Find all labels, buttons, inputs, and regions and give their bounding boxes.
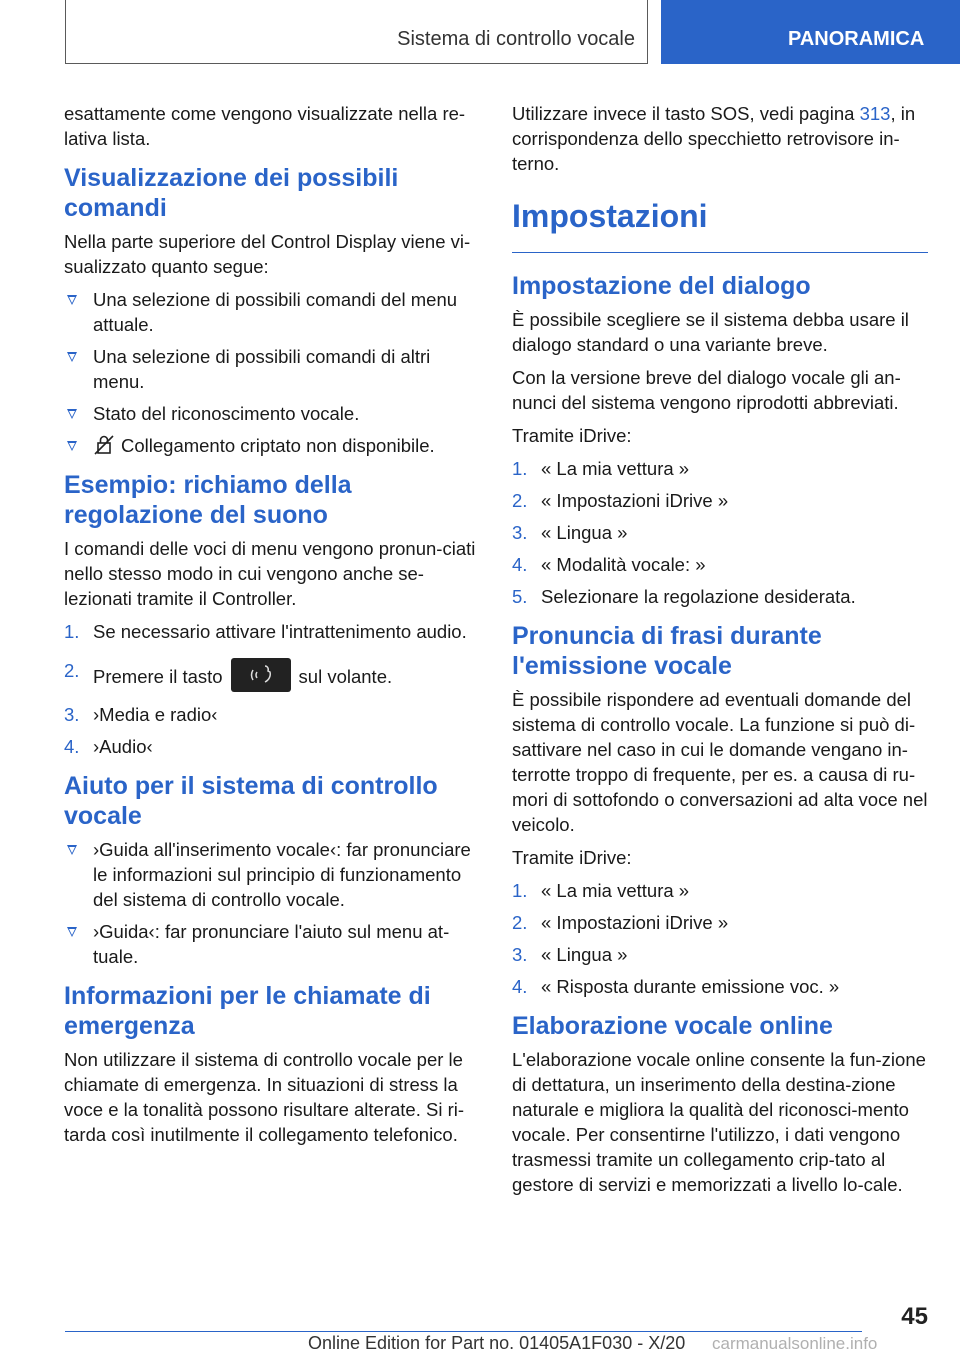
list-item: 1. Se necessario attivare l'intrattenimento audio. bbox=[64, 621, 467, 642]
heading-online: Elaborazione vocale online bbox=[512, 1012, 833, 1040]
bullet-list-possibili bbox=[64, 287, 484, 458]
heading-possibili-comandi: Visualizzazione dei possibili comandi bbox=[64, 164, 399, 222]
list-item: 4. « Modalità vocale: » bbox=[512, 554, 706, 575]
intro-paragraph: esattamente come vengono visualizzate nella re-lativa lista. bbox=[64, 103, 466, 149]
list-item: 1. « La mia vettura » bbox=[512, 880, 690, 901]
list-item: ›Guida‹: far pronunciare l'aiuto sul menu at-tuale. bbox=[64, 919, 484, 969]
footer-rule bbox=[65, 1331, 862, 1332]
heading-esempio: Esempio: richiamo della regolazione del suono bbox=[64, 471, 352, 529]
paragraph-dialogo-2: Con la versione breve del dialogo vocale gli an-nunci del sistema vengono riprodotti abbreviati. bbox=[512, 367, 901, 413]
list-item: 2. « Impostazioni iDrive » bbox=[512, 912, 729, 933]
encryption-unavailable-icon bbox=[93, 435, 115, 455]
list-item: 2. « Impostazioni iDrive » bbox=[512, 490, 729, 511]
voice-button-icon bbox=[231, 658, 291, 692]
heading-aiuto: Aiuto per il sistema di controllo vocale bbox=[64, 772, 438, 830]
triangle-bullet-icon bbox=[67, 845, 77, 855]
triangle-bullet-icon bbox=[67, 409, 77, 419]
page-link-313[interactable]: 313 bbox=[859, 103, 891, 124]
list-item: 5. Selezionare la regolazione desiderata. bbox=[512, 586, 856, 607]
list-item: ›Guida all'inserimento vocale‹: far pronunciare le informazioni sul principio di funzionamento del sistema di controllo vocale. bbox=[64, 837, 484, 912]
heading-impostazioni: Impostazioni bbox=[512, 196, 928, 253]
triangle-bullet-icon bbox=[67, 352, 77, 362]
list-item: Collegamento criptato non disponibile. bbox=[64, 433, 484, 458]
list-item: 3. ›Media e radio‹ bbox=[64, 704, 218, 725]
list-item: 1. « La mia vettura » bbox=[512, 458, 690, 479]
steps-dialogo bbox=[512, 456, 928, 609]
steps-esempio bbox=[64, 619, 484, 759]
left-column bbox=[64, 101, 484, 1155]
paragraph-pronuncia: È possibile rispondere ad eventuali domande del sistema di controllo vocale. La funzione si può di-sattivare nel caso in cui le domande vengano in-terrotte troppo di frequente, per es. a causa di ru-mori di sottofondo o conversazioni ad alta voce nel veicolo. bbox=[512, 689, 928, 835]
chapter-tab[interactable]: PANORAMICA bbox=[661, 0, 960, 64]
list-item: Una selezione di possibili comandi del menu attuale. bbox=[64, 287, 484, 337]
list-item: Stato del riconoscimento vocale. bbox=[64, 401, 484, 426]
list-item: 4. « Risposta durante emissione voc. » bbox=[512, 976, 840, 997]
bullet-list-aiuto bbox=[64, 837, 484, 969]
paragraph-online: L'elaborazione vocale online consente la fun-zione di dettatura, un inserimento della destina-zione naturale e migliora la qualità del riconosci-mento vocale. Per consentirne l'utilizzo, i dati vengono trasmessi tramite un collegamento crip-tato al gestore di servizi e memorizzati a livello lo-cale. bbox=[512, 1049, 926, 1195]
paragraph-sos: Utilizzare invece il tasto SOS, vedi pagina 313, in corrispondenza dello specchietto retrovisore in-terno. bbox=[512, 103, 916, 174]
paragraph-tramite-2: Tramite iDrive: bbox=[512, 847, 632, 868]
list-item: Una selezione di possibili comandi di altri menu. bbox=[64, 344, 484, 394]
triangle-bullet-icon bbox=[67, 927, 77, 937]
list-item: 2. Premere il tasto sul volante. bbox=[64, 658, 484, 692]
triangle-bullet-icon bbox=[67, 295, 77, 305]
section-title: Sistema di controllo vocale bbox=[397, 28, 635, 50]
paragraph-possibili: Nella parte superiore del Control Display viene vi-sualizzato quanto segue: bbox=[64, 231, 471, 277]
right-column bbox=[512, 101, 928, 1205]
heading-emergenza: Informazioni per le chiamate di emergenza bbox=[64, 982, 431, 1040]
paragraph-esempio: I comandi delle voci di menu vengono pronun-ciati nello stesso modo in cui vengono anche se-lezionati tramite il Controller. bbox=[64, 538, 476, 609]
heading-pronuncia: Pronuncia di frasi durante l'emissione vocale bbox=[512, 622, 822, 680]
watermark: carmanualsonline.info bbox=[712, 1334, 878, 1353]
paragraph-dialogo-1: È possibile scegliere se il sistema debba usare il dialogo standard o una variante breve. bbox=[512, 309, 909, 355]
steps-pronuncia bbox=[512, 878, 928, 999]
footer-edition: Online Edition for Part no. 01405A1F030 - X/20 bbox=[308, 1333, 686, 1353]
paragraph-emergenza: Non utilizzare il sistema di controllo vocale per le chiamate di emergenza. In situazioni di stress la voce e la tonalità possono risultare alterate. Si ri-tarda così inutilmente il collegamento telefonico. bbox=[64, 1049, 465, 1145]
paragraph-tramite-1: Tramite iDrive: bbox=[512, 425, 632, 446]
header-box bbox=[65, 0, 648, 64]
list-item: 4. ›Audio‹ bbox=[64, 736, 153, 757]
list-item: 3. « Lingua » bbox=[512, 944, 628, 965]
triangle-bullet-icon bbox=[67, 441, 77, 451]
page-number: 45 bbox=[901, 1303, 928, 1330]
list-item: 3. « Lingua » bbox=[512, 522, 628, 543]
heading-dialogo: Impostazione del dialogo bbox=[512, 272, 811, 300]
